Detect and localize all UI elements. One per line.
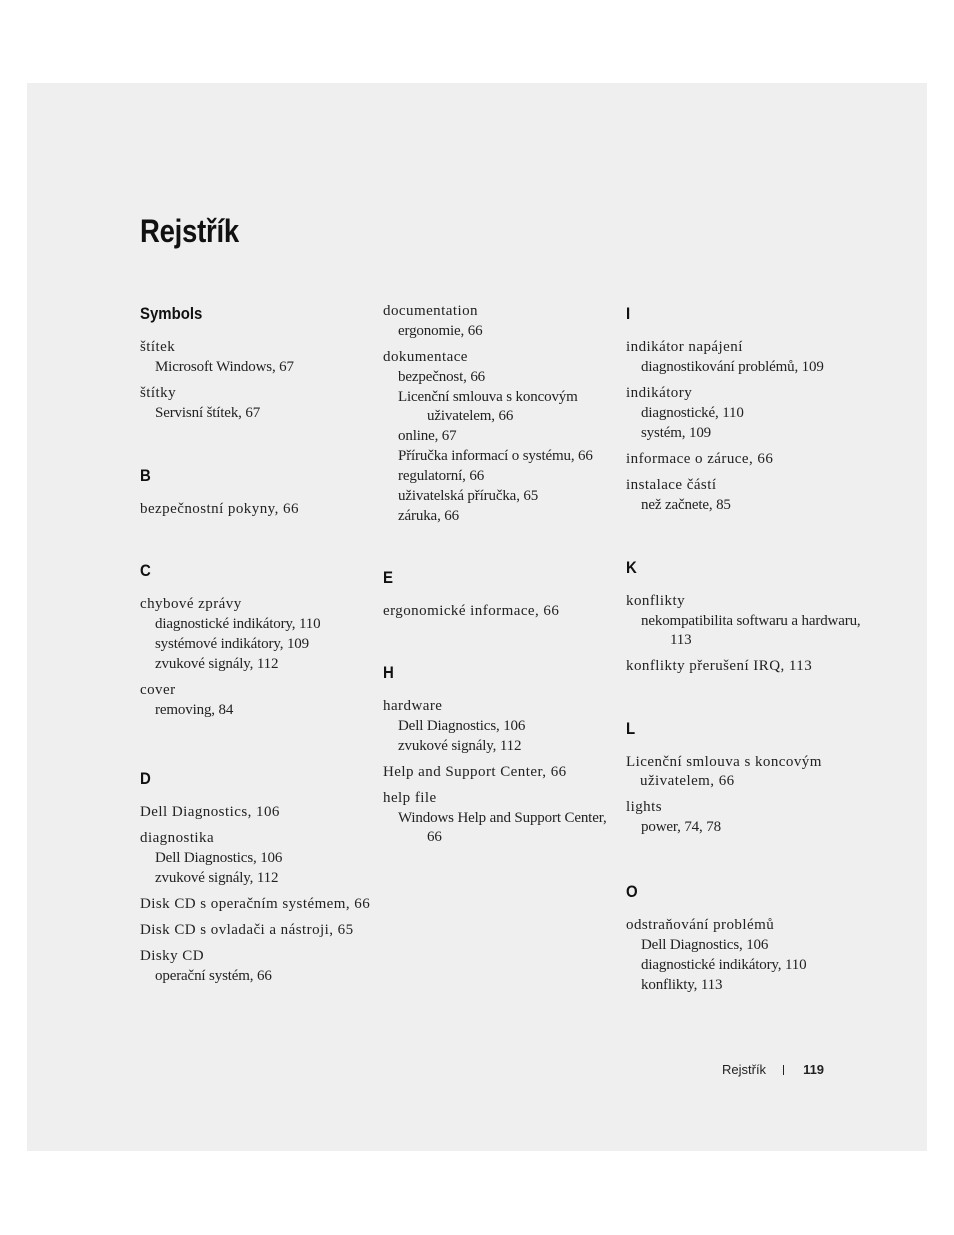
index-entry: bezpečnostní pokyny, 66	[140, 501, 299, 517]
index-subentry: zvukové signály, 112	[155, 656, 279, 672]
index-entry: cover	[140, 682, 176, 698]
index-entry: štítek	[140, 339, 176, 355]
index-subentry: diagnostické indikátory, 110	[155, 616, 321, 632]
index-section	[383, 566, 618, 621]
index-entry: dokumentace	[383, 349, 468, 365]
index-subentry: diagnostické indikátory, 110	[641, 957, 807, 973]
section-heading: D	[140, 769, 151, 788]
index-subentry: Windows Help and Support Center, 66	[398, 810, 607, 845]
section-heading: Symbols	[140, 304, 203, 323]
index-entry: ergonomické informace, 66	[383, 603, 560, 619]
page-title: Rejstřík	[140, 213, 239, 249]
index-entry: Disky CD	[140, 948, 205, 964]
index-subentry: než začnete, 85	[641, 497, 731, 513]
index-section	[383, 661, 618, 847]
index-section	[626, 556, 861, 676]
index-subentry: operační systém, 66	[155, 968, 272, 984]
section-heading: B	[140, 466, 151, 485]
page-footer	[722, 1062, 824, 1077]
section-heading: I	[626, 304, 631, 323]
index-section	[140, 767, 375, 986]
index-section	[140, 559, 375, 720]
index-entry: chybové zprávy	[140, 596, 242, 612]
index-section	[140, 464, 375, 519]
index-subentry: regulatorní, 66	[398, 468, 485, 484]
index-section	[626, 880, 861, 995]
index-section	[383, 302, 618, 526]
index-subentry: Dell Diagnostics, 106	[155, 850, 283, 866]
section-heading: C	[140, 561, 151, 580]
index-subentry: systém, 109	[641, 425, 712, 441]
index-entry: Disk CD s operačním systémem, 66	[140, 896, 371, 912]
index-subentry: Dell Diagnostics, 106	[641, 937, 769, 953]
index-section	[626, 302, 861, 515]
index-subentry: Příručka informací o systému, 66	[398, 448, 593, 464]
index-subentry: removing, 84	[155, 702, 234, 718]
index-subentry: online, 67	[398, 428, 457, 444]
index-entry: indikátor napájení	[626, 339, 743, 355]
index-entry: odstraňování problémů	[626, 917, 775, 933]
index-subentry: Servisní štítek, 67	[155, 405, 261, 421]
index-subentry: Microsoft Windows, 67	[155, 359, 294, 375]
index-subentry: Dell Diagnostics, 106	[398, 718, 526, 734]
index-entry: informace o záruce, 66	[626, 451, 774, 467]
index-entry: štítky	[140, 385, 177, 401]
index-section	[626, 717, 861, 837]
index-entry: hardware	[383, 698, 443, 714]
index-subentry: diagnostické, 110	[641, 405, 744, 421]
index-subentry: konflikty, 113	[641, 977, 723, 993]
index-entry: Help and Support Center, 66	[383, 764, 567, 780]
index-entry: diagnostika	[140, 830, 215, 846]
index-entry: documentation	[383, 303, 478, 319]
footer-separator	[783, 1065, 784, 1075]
page-number: 119	[803, 1062, 825, 1077]
index-subentry: uživatelská příručka, 65	[398, 488, 539, 504]
index-entry: help file	[383, 790, 437, 806]
index-entry: lights	[626, 799, 663, 815]
footer-label: Rejstřík	[722, 1062, 767, 1077]
index-subentry: Licenční smlouva s koncovým uživatelem, 66	[398, 389, 578, 424]
index-subentry: zvukové signály, 112	[398, 738, 522, 754]
index-entry: konflikty přerušení IRQ, 113	[626, 658, 813, 674]
index-entry: Disk CD s ovladači a nástroji, 65	[140, 922, 354, 938]
index-column-2	[383, 302, 618, 847]
section-heading: E	[383, 568, 393, 587]
index-subentry: zvukové signály, 112	[155, 870, 279, 886]
index-entry: Dell Diagnostics, 106	[140, 804, 280, 820]
index-section	[140, 302, 375, 423]
index-subentry: záruka, 66	[398, 508, 459, 524]
section-heading: K	[626, 558, 637, 577]
index-column-3	[626, 302, 861, 995]
section-heading: O	[626, 882, 638, 901]
index-subentry: nekompatibilita softwaru a hardwaru, 113	[641, 613, 861, 648]
index-subentry: power, 74, 78	[641, 819, 721, 835]
index-column-1	[140, 302, 375, 986]
index-subentry: diagnostikování problémů, 109	[641, 359, 824, 375]
section-heading: H	[383, 663, 394, 682]
index-entry: konflikty	[626, 593, 686, 609]
index-subentry: ergonomie, 66	[398, 323, 483, 339]
section-heading: L	[626, 719, 636, 738]
index-entry: Licenční smlouva s koncovým uživatelem, 66	[626, 754, 822, 789]
index-entry: indikátory	[626, 385, 693, 401]
index-entry: instalace částí	[626, 477, 717, 493]
index-subentry: systémové indikátory, 109	[155, 636, 310, 652]
index-subentry: bezpečnost, 66	[398, 369, 486, 385]
